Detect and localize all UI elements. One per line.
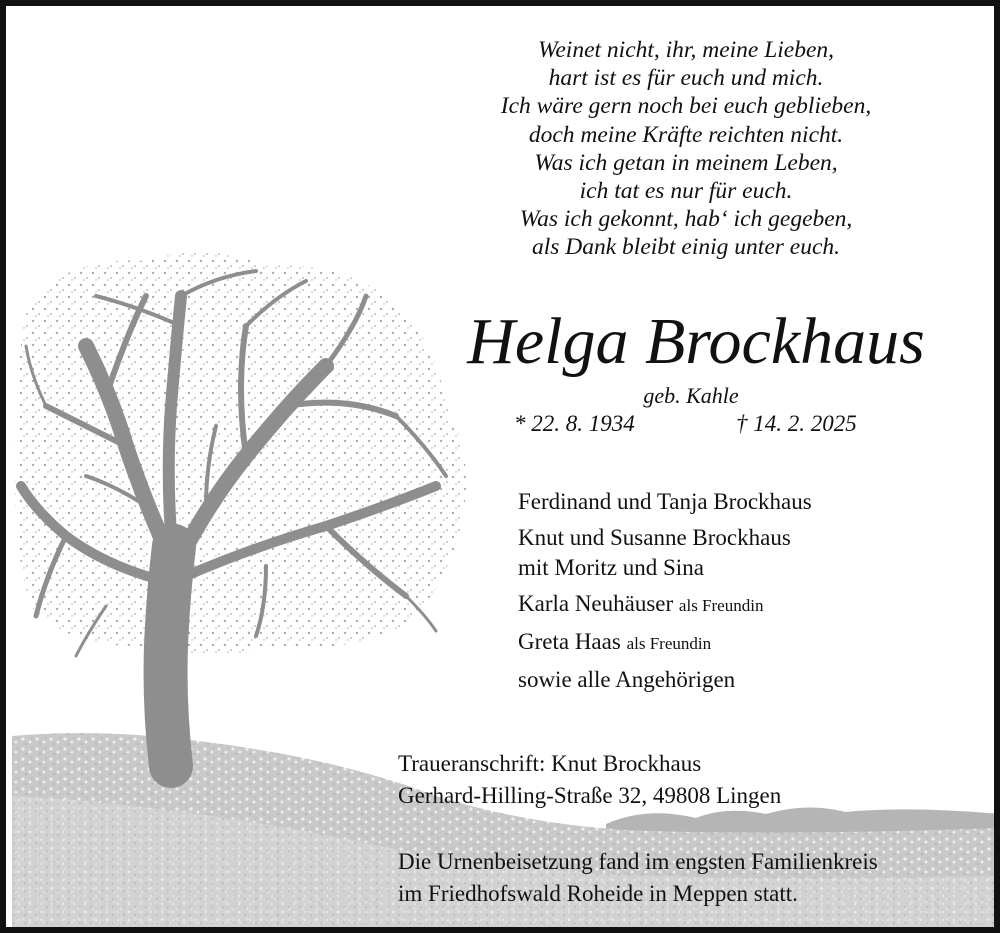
- mourner-relation: als Freundin: [626, 634, 712, 653]
- mourner-name: Greta Haas: [518, 629, 621, 654]
- mourner-name: Karla Neuhäuser: [518, 591, 674, 616]
- poem-line: doch meine Kräfte reichten nicht.: [528, 121, 844, 148]
- mourner-entry: [518, 589, 958, 621]
- burial-line: Die Urnenbeisetzung fand im engsten Familienkreis: [398, 849, 878, 874]
- mourner-name: sowie alle Angehörigen: [518, 667, 736, 692]
- poem: [426, 36, 946, 262]
- mourner-entry: [518, 665, 958, 695]
- mourner-entry: [518, 523, 958, 583]
- birth-date: * 22. 8. 1934: [514, 411, 635, 436]
- mourner-name: Knut und Susanne Brockhaus: [518, 525, 791, 550]
- poem-line: hart ist es für euch und mich.: [548, 65, 824, 92]
- burial-line: im Friedhofswald Roheide in Meppen statt.: [398, 881, 798, 906]
- poem-line: Was ich getan in meinem Leben,: [534, 149, 838, 176]
- mourner-name: Ferdinand und Tanja Brockhaus: [518, 489, 812, 514]
- mourner-relation: als Freundin: [678, 596, 764, 615]
- death-date: † 14. 2. 2025: [736, 411, 857, 436]
- mourners-list: [518, 487, 958, 701]
- poem-line: Weinet nicht, ihr, meine Lieben,: [537, 37, 835, 63]
- poem-line: ich tat es nur für euch.: [579, 178, 793, 205]
- poem-line: als Dank bleibt einig unter euch.: [531, 234, 841, 261]
- maiden-name: geb. Kahle: [643, 383, 739, 408]
- address-line: Gerhard-Hilling-Straße 32, 49808 Lingen: [398, 783, 782, 808]
- poem-line: Was ich gekonnt, hab‘ ich gegeben,: [519, 206, 853, 233]
- deceased-name: Helga Brockhaus: [467, 305, 925, 378]
- mourner-children: mit Moritz und Sina: [518, 555, 704, 580]
- poem-line: Ich wäre gern noch bei euch geblieben,: [500, 93, 872, 120]
- mourner-entry: [518, 487, 958, 517]
- address-line: Traueranschrift: Knut Brockhaus: [398, 751, 702, 776]
- mourning-address: [398, 748, 958, 812]
- burial-notice: [398, 846, 978, 910]
- mourner-entry: [518, 627, 958, 659]
